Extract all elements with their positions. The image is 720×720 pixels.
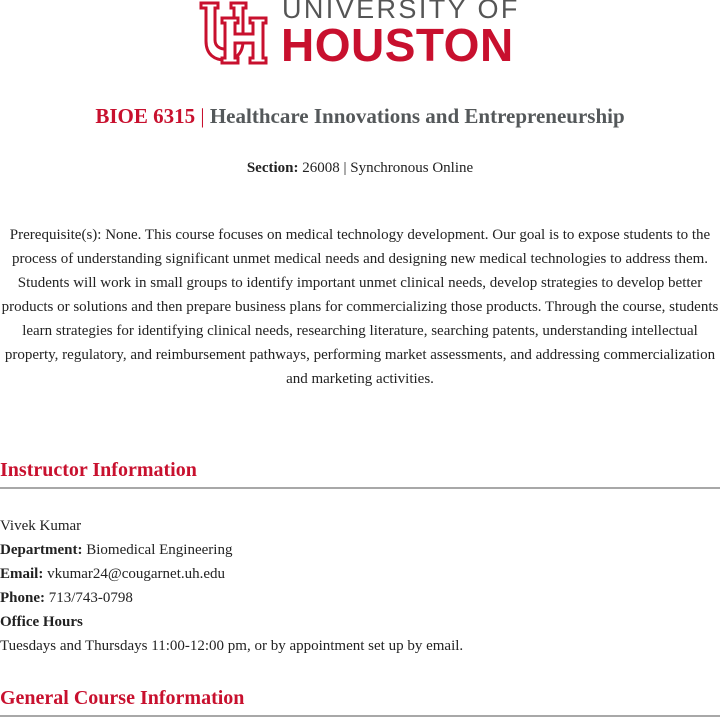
department-row — [0, 538, 463, 562]
email-value[interactable]: vkumar24@cougarnet.uh.edu — [47, 566, 226, 582]
course-description: Prerequisite(s): None. This course focuses on medical technology development. Our goal is to expose students to the process of understanding significant unmet medical needs and designing new medical technologies to address them. Students will work in small groups to identify important unmet clinical needs, develop strategies to develop better products or solutions and then prepare business plans for commercializing those products. Through the course, students learn strategies for identifying clinical needs, researching literature, searching patents, understanding intellectual property, regulatory, and reimbursement pathways, performing market assessments, and addressing commercialization and marketing activities. — [1, 227, 719, 387]
phone-row — [0, 586, 463, 610]
instructor-info-block — [0, 514, 463, 658]
phone-label: Phone: — [0, 590, 45, 606]
phone-value: 713/743-0798 — [48, 590, 133, 606]
course-title-separator: | — [200, 104, 205, 128]
department-value: Biomedical Engineering — [86, 542, 233, 558]
email-label: Email: — [0, 566, 44, 582]
instructor-name: Vivek Kumar — [0, 518, 82, 534]
office-hours-value: Tuesdays and Thursdays 11:00-12:00 pm, or by appointment set up by email. — [0, 638, 464, 654]
course-title — [0, 104, 720, 129]
email-row — [0, 562, 463, 586]
section-label: Section: — [246, 160, 299, 176]
department-label: Department: — [0, 542, 83, 558]
general-course-information-heading: General Course Information — [0, 685, 720, 717]
logo-university-of-text: UNIVERSITY OF — [282, 0, 520, 24]
course-code: BIOE 6315 — [95, 104, 196, 128]
university-logo — [198, 0, 528, 70]
section-info — [0, 160, 720, 177]
section-value: 26008 | Synchronous Online — [302, 160, 474, 176]
office-hours-label: Office Hours — [0, 614, 83, 630]
logo-houston-text: HOUSTON — [281, 19, 514, 71]
instructor-information-heading: Instructor Information — [0, 457, 720, 489]
uh-interlocking-logo-icon — [198, 0, 268, 66]
course-name: Healthcare Innovations and Entrepreneurship — [209, 104, 625, 128]
